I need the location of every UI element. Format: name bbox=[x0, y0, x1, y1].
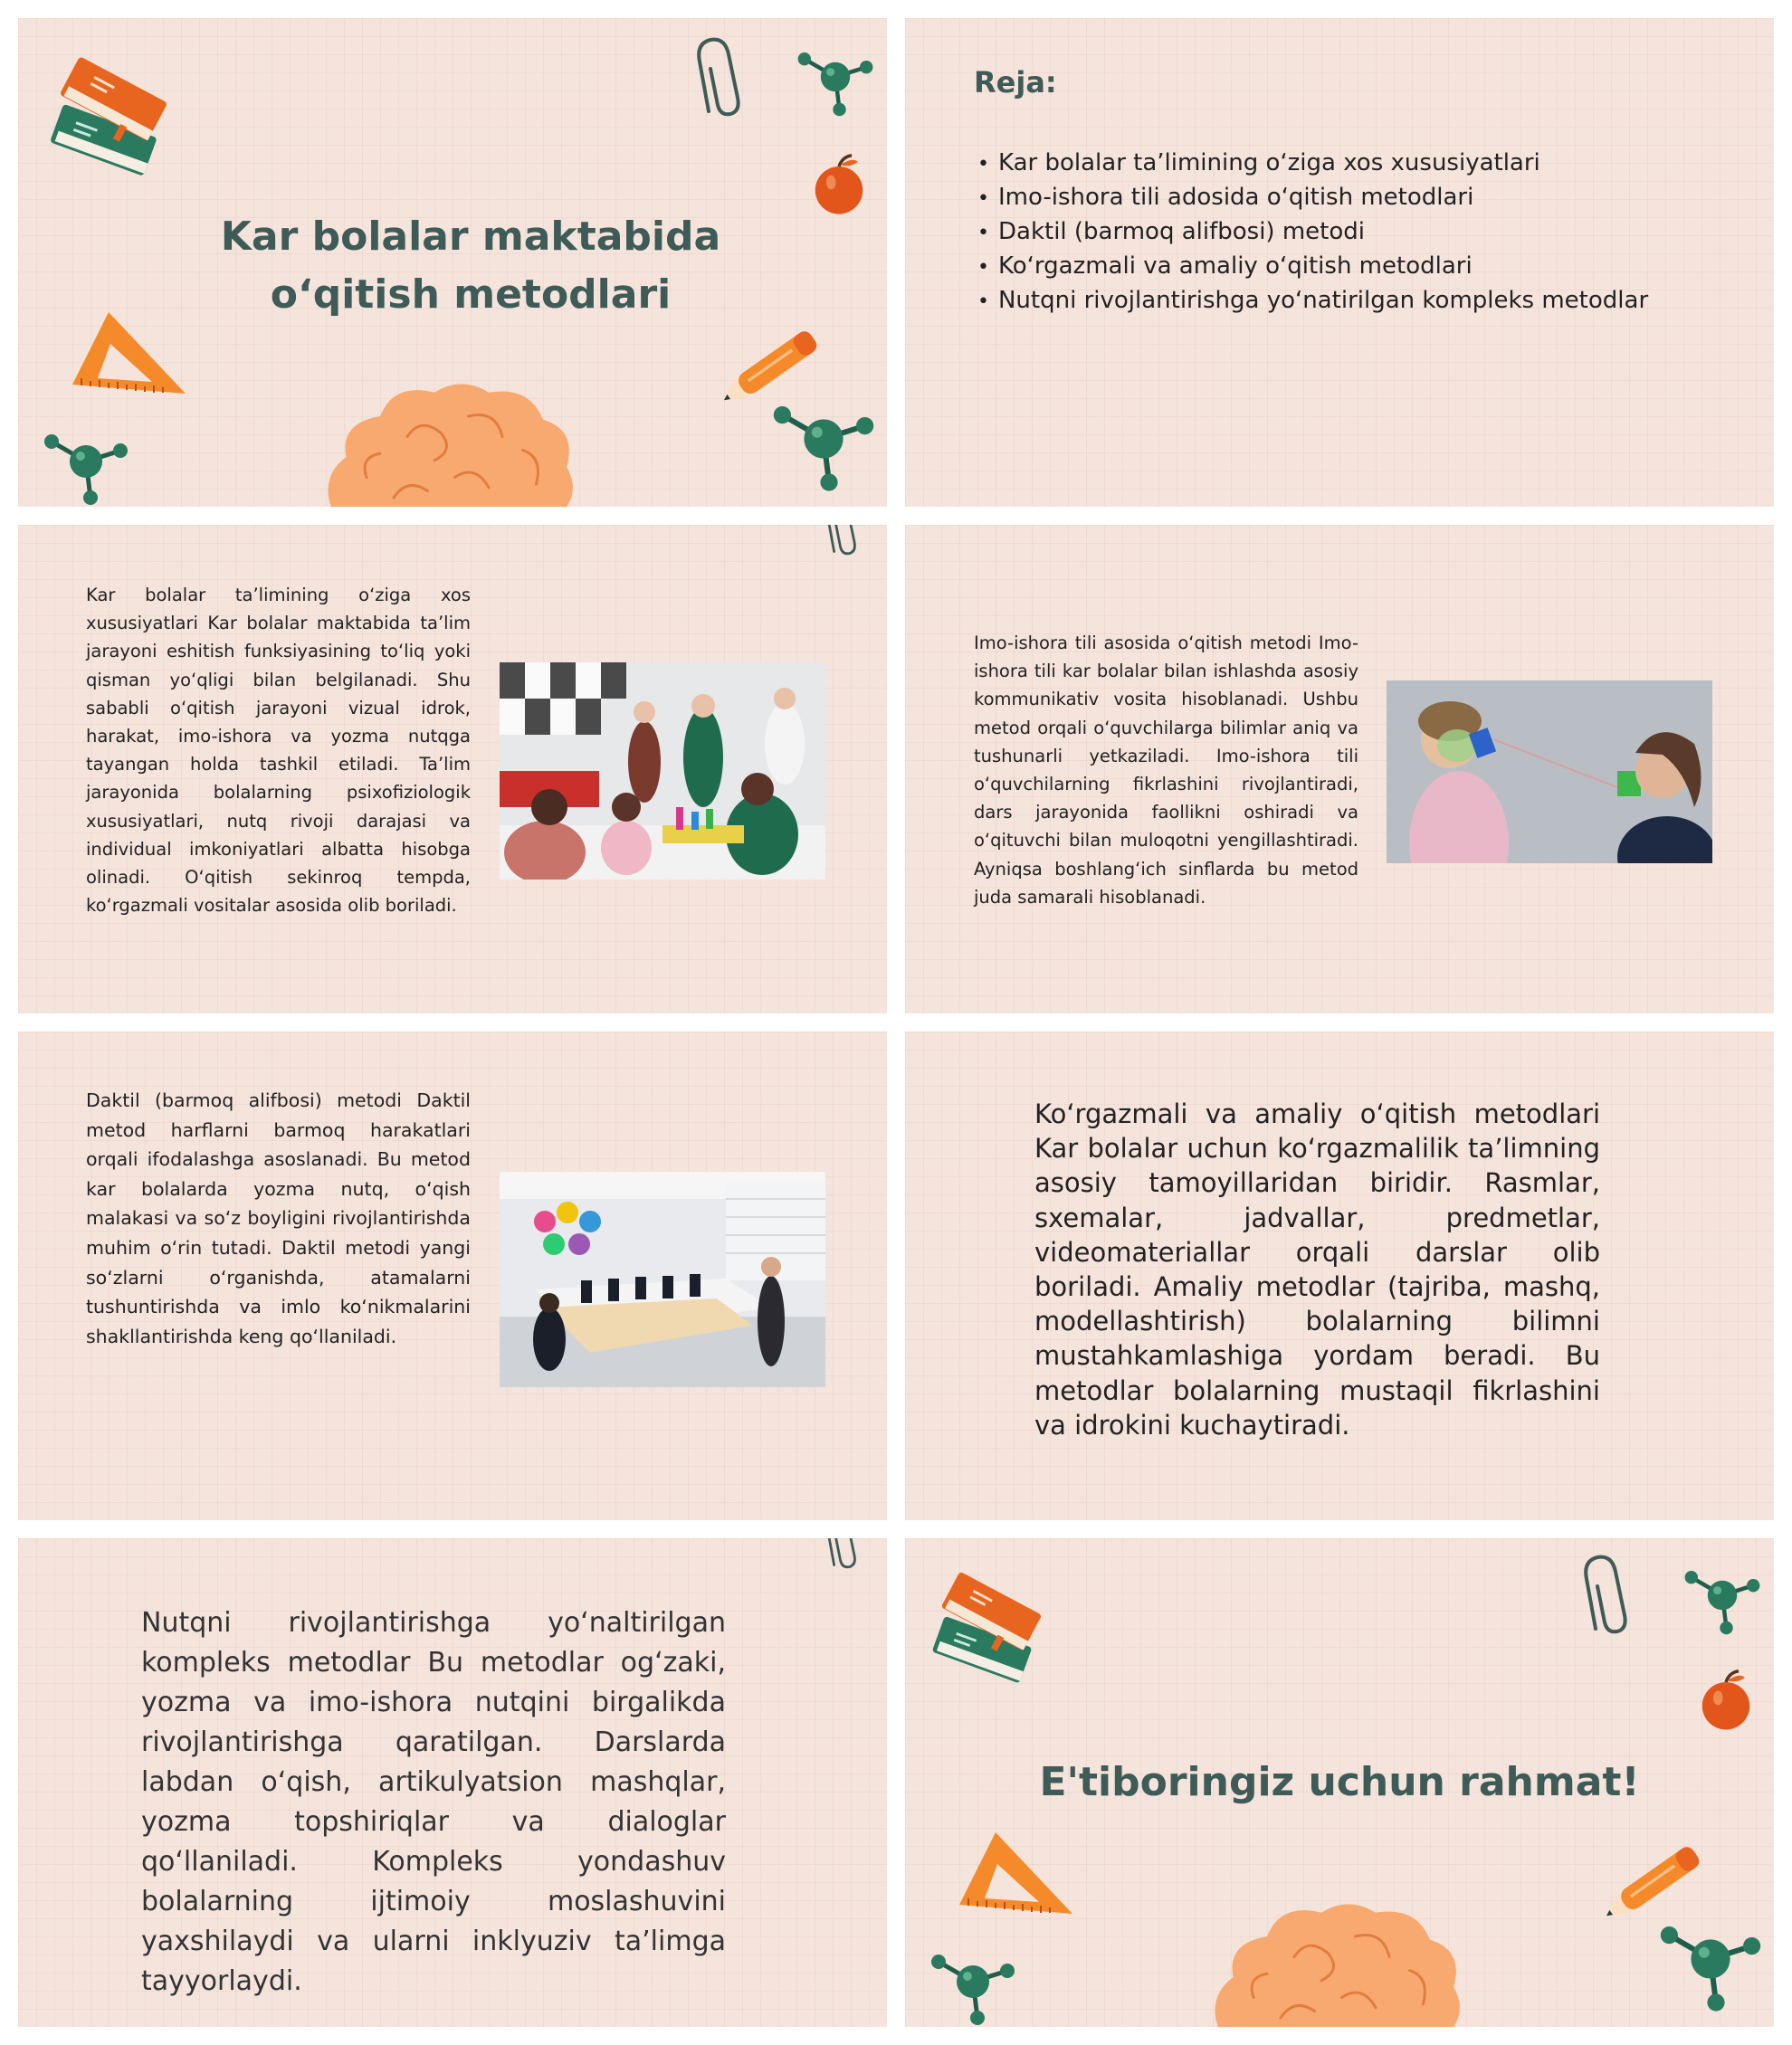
books-icon bbox=[45, 45, 181, 190]
title-heading bbox=[154, 208, 787, 324]
slide-features bbox=[18, 525, 887, 1013]
slide-complex bbox=[18, 1538, 887, 2027]
visual-text: Ko‘rgazmali va amaliy o‘qitish metodlari Kar bolalar uchun ko‘rgazmalilik ta’limning asosiy tamoyillaridan biridir. Rasmlar, sxemalar, jadvallar, predmetlar, videomateriallar orqali darslar olib boriladi. Amaliy metodlar (tajriba, mashq, modellashtirish) bolalarning bilimni mustahkamlashiga yordam beradi. Bu metodlar bolalarning mustaqil fikrlashini va idrokini kuchaytiradi. bbox=[1034, 1099, 1600, 1441]
plan-list bbox=[977, 147, 1648, 319]
plan-item: • Daktil (barmoq alifbosi) metodi bbox=[977, 215, 1648, 250]
features-text: Kar bolalar ta’limining o‘ziga xos xususiyatlari Kar bolalar maktabida ta’lim jarayoni eshitish funksiyasining to‘liq yoki qisman yo‘qligi bilan belgilanadi. Shu sababli o‘qitish jarayoni vizual idrok, harakat, imo-ishora va yozma nutqga tayangan holda tashkil etiladi. Ta’lim jarayonida bolalarning psixofiziologik xususiyatlari, nutq rivoji darajasi va individual imkoniyatlari albatta hisobga olinadi. O‘qitish sekinroq tempda, ko‘rgazmali vositalar asosida olib boriladi. bbox=[86, 585, 471, 917]
plan-item: • Ko‘rgazmali va amaliy o‘qitish metodlari bbox=[977, 250, 1648, 284]
slide-visual bbox=[905, 1032, 1774, 1520]
sign-language-text: Imo-ishora tili asosida o‘qitish metodi Imo-ishora tili kar bolalar bilan ishlashda asosiy kommunikativ vosita hisoblanadi. Ushbu metod orqali o‘quvchilarga bilimlar aniq va tushunarli yetkaziladi. Imo-ishora tili o‘quvchilarning fikrlashini rivojlantiradi, dars jarayonida faollikni oshiradi va o‘qituvchi bilan muloqotni yengillashtiradi. Ayniqsa boshlang‘ich sinflarda bu metod juda samarali hisoblanadi. bbox=[974, 633, 1358, 908]
molecule-icon bbox=[1656, 1900, 1765, 2018]
title-line-1: Kar bolalar maktabida bbox=[220, 214, 721, 260]
complex-text: Nutqni rivojlantirishga yo‘naltirilgan kompleks metodlar Bu metodlar og‘zaki, yozma va imo-ishora nutqini birgalikda rivojlantirishga qaratilgan. Darslarda labdan o‘qish, artikulyatsion mashqlar, yozma topshiriqlar va dialoglar qo‘llaniladi. Kompleks yondashuv bolalarning ijtimoiy moslashuvini yaxshilaydi va ularni inklyuziv ta’limga tayyorlaydi. bbox=[141, 1607, 726, 1997]
plan-item: • Kar bolalar ta’limining o‘ziga xos xususiyatlari bbox=[977, 147, 1648, 181]
molecule-icon bbox=[923, 1936, 1023, 2027]
paperclip-icon bbox=[1579, 1552, 1634, 1642]
molecule-icon bbox=[795, 36, 876, 118]
dactyl-text: Daktil (barmoq alifbosi) metodi Daktil metod harflarni barmoq harakatlari orqali ifodalashga asoslanadi. Bu metod kar bolalarda yozma nutq, o‘qish malakasi va so‘z boyligini rivojlantirishda muhim o‘rin tutadi. Daktil metodi yangi so‘zlarni o‘rganishda, atamalarni tushuntirishda va imlo ko‘nikmalarini shakllantirishda keng qo‘llaniladi. bbox=[86, 1089, 471, 1347]
molecule-icon bbox=[36, 416, 136, 507]
slide-dactyl bbox=[18, 1032, 887, 1520]
molecule-icon bbox=[1682, 1555, 1763, 1636]
brain-icon bbox=[276, 376, 620, 507]
classroom-photo bbox=[500, 662, 825, 880]
books-icon bbox=[928, 1561, 1054, 1697]
paperclip-icon bbox=[692, 34, 747, 125]
title-line-2: o‘qitish metodlari bbox=[270, 271, 672, 318]
molecule-icon bbox=[769, 380, 878, 498]
plan-item: • Nutqni rivojlantirishga yo‘natirilgan kompleks metodlar bbox=[977, 284, 1648, 319]
slide-thanks bbox=[905, 1538, 1774, 2027]
thanks-heading: E'tiboringiz uchun rahmat! bbox=[1039, 1759, 1640, 1805]
computer-class-photo bbox=[500, 1172, 825, 1387]
plan-heading: Reja: bbox=[974, 65, 1057, 100]
paperclip-icon bbox=[815, 525, 869, 588]
slide-plan bbox=[905, 18, 1774, 507]
ruler-triangle-icon bbox=[950, 1828, 1077, 1927]
apple-icon bbox=[1694, 1665, 1758, 1737]
children-photo bbox=[1387, 680, 1712, 863]
paperclip-icon bbox=[815, 1538, 869, 1602]
plan-item: • Imo-ishora tili adosida o‘qitish metodlari bbox=[977, 181, 1648, 215]
apple-icon bbox=[807, 149, 871, 222]
slide-sign-language bbox=[905, 525, 1774, 1013]
brain-icon bbox=[1163, 1896, 1507, 2027]
slide-title bbox=[18, 18, 887, 507]
